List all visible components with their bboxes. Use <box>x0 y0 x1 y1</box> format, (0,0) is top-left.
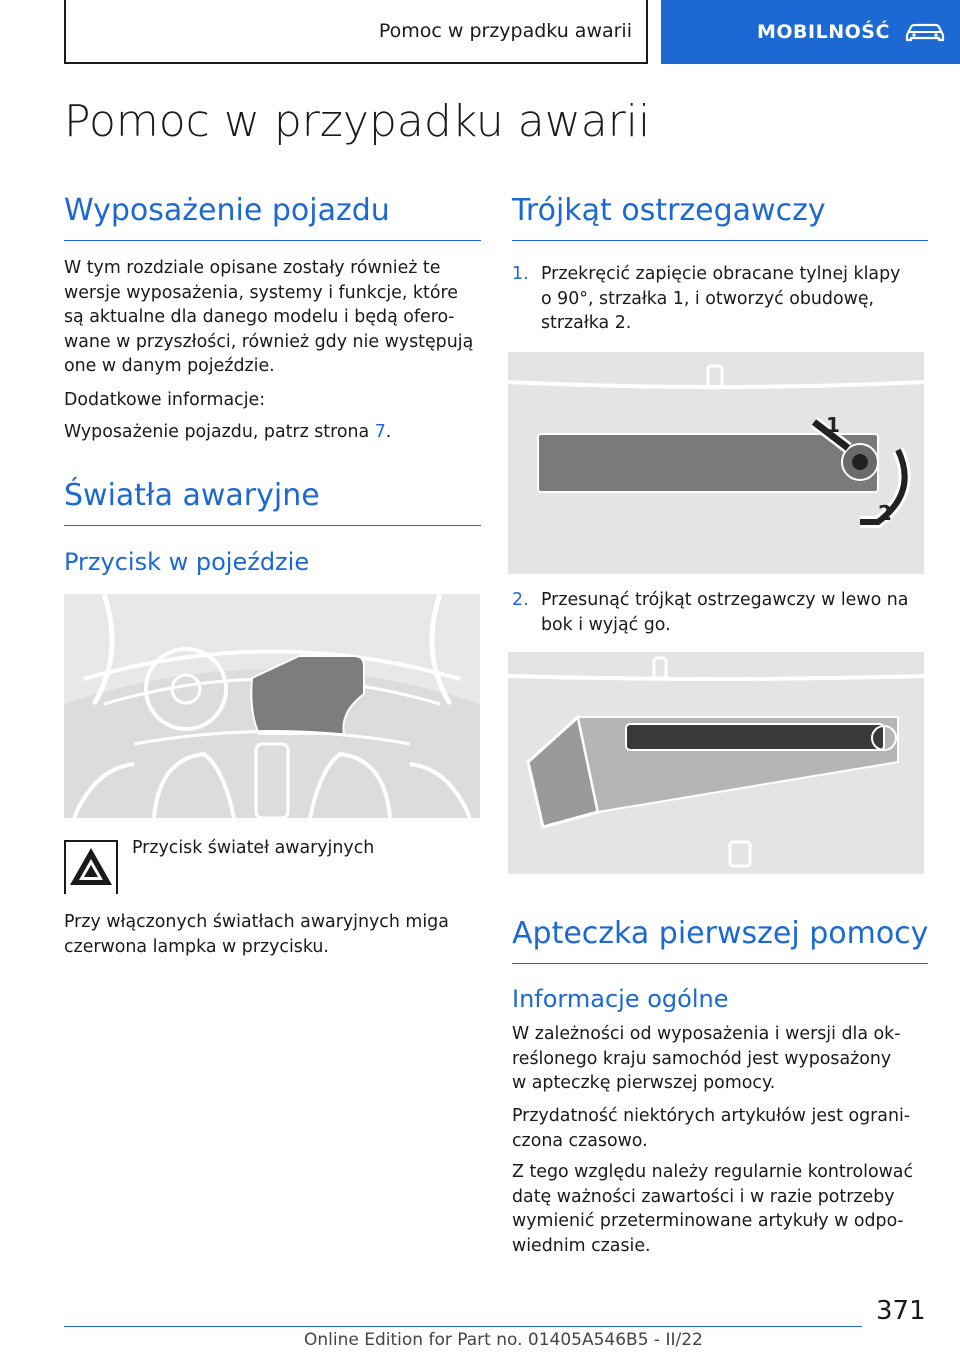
hazard-button-caption: Przycisk świateł awaryjnych <box>132 838 375 858</box>
more-info-label: Dodatkowe informacje: <box>64 390 266 410</box>
step-2 <box>512 588 932 643</box>
reference-text: Wyposażenie pojazdu, patrz strona <box>64 422 370 442</box>
text-line: czerwona lampka w przycisku. <box>64 936 329 957</box>
text-line: Przy włączonych światłach awaryjnych miga <box>64 912 449 932</box>
subheading-button-in-vehicle: Przycisk w pojeździe <box>64 548 310 576</box>
header-section-tab <box>64 0 648 64</box>
dashboard-drawing <box>64 594 480 818</box>
dashboard-illustration <box>64 594 480 818</box>
text-line: strzałka 2. <box>541 313 632 333</box>
text-line: czona czasowo. <box>512 1130 648 1151</box>
first-aid-paragraph-1 <box>512 1022 932 1096</box>
page-number: 371 <box>876 1296 926 1326</box>
header-section-title: Pomoc w przypadku awarii <box>378 20 632 42</box>
step-number: 2. <box>512 590 529 610</box>
reference-end: . <box>385 422 392 442</box>
text-line: wiednim czasie. <box>512 1235 651 1256</box>
step-text <box>541 262 933 336</box>
equipment-paragraph <box>64 256 484 379</box>
heading-warning-triangle: Trójkąt ostrzegawczy <box>512 193 928 241</box>
heading-equipment: Wyposażenie pojazdu <box>64 193 481 241</box>
text-line: datę ważności zawartości i w razie potrzeby <box>512 1186 895 1207</box>
tailgate-clasp-illustration <box>508 352 924 574</box>
warning-triangle-removal-illustration <box>508 652 924 874</box>
text-line: w apteczkę pierwszej pomocy. <box>512 1073 776 1093</box>
header-chapter-tab <box>661 0 960 64</box>
text-line: są aktualne dla danego modelu i będą ofero‐ <box>64 307 455 327</box>
arrow-label-2: 2 <box>878 501 892 525</box>
car-icon <box>904 21 946 43</box>
arrow-label-1: 1 <box>826 413 840 437</box>
page-reference-link[interactable]: 7 <box>374 422 386 442</box>
text-line: Przekręcić zapięcie obracane tylnej klapy <box>541 264 901 284</box>
footer-edition: Online Edition for Part no. 01405A546B5 - II/22 <box>304 1330 703 1350</box>
subheading-general-info: Informacje ogólne <box>512 985 729 1013</box>
step-number: 1. <box>512 264 529 284</box>
text-line: o 90°, strzałka 1, i otworzyć obudowę, <box>541 288 875 309</box>
text-line: wymienić przeterminowane artykuły w odpo‐ <box>512 1211 904 1231</box>
text-line: bok i wyjąć go. <box>541 614 671 635</box>
text-line: one w danym pojeździe. <box>64 356 275 376</box>
heading-hazard-lights: Światła awaryjne <box>64 478 481 526</box>
text-line: Z tego względu należy regularnie kontrolować <box>512 1162 914 1182</box>
hazard-icon-box <box>64 840 118 894</box>
text-line: wersje wyposażenia, systemy i funkcje, które <box>64 282 458 303</box>
hazard-note <box>64 910 484 959</box>
text-line: W tym rozdziale opisane zostały również te <box>64 258 441 278</box>
tailgate-drawing <box>508 352 924 574</box>
step-text <box>541 588 933 637</box>
heading-first-aid-kit: Apteczka pierwszej pomocy <box>512 916 928 964</box>
text-line: reślonego kraju samochód jest wyposażony <box>512 1048 892 1069</box>
step-1 <box>512 262 932 342</box>
header-chapter-title: MOBILNOŚĆ <box>757 21 890 43</box>
page-title: Pomoc w przypadku awarii <box>64 96 651 147</box>
text-line: Przesunąć trójkąt ostrzegawczy w lewo na <box>541 590 909 610</box>
hazard-triangle-icon <box>66 842 116 892</box>
first-aid-paragraph-2 <box>512 1104 932 1153</box>
footer-divider <box>64 1326 862 1327</box>
text-line: Przydatność niektórych artykułów jest ograni‐ <box>512 1106 911 1126</box>
first-aid-paragraph-3 <box>512 1160 932 1258</box>
triangle-removal-drawing <box>508 652 924 874</box>
text-line: W zależności od wyposażenia i wersji dla ok‐ <box>512 1024 901 1044</box>
equipment-reference <box>64 420 484 445</box>
text-line: wane w przyszłości, również gdy nie występują <box>64 331 474 352</box>
